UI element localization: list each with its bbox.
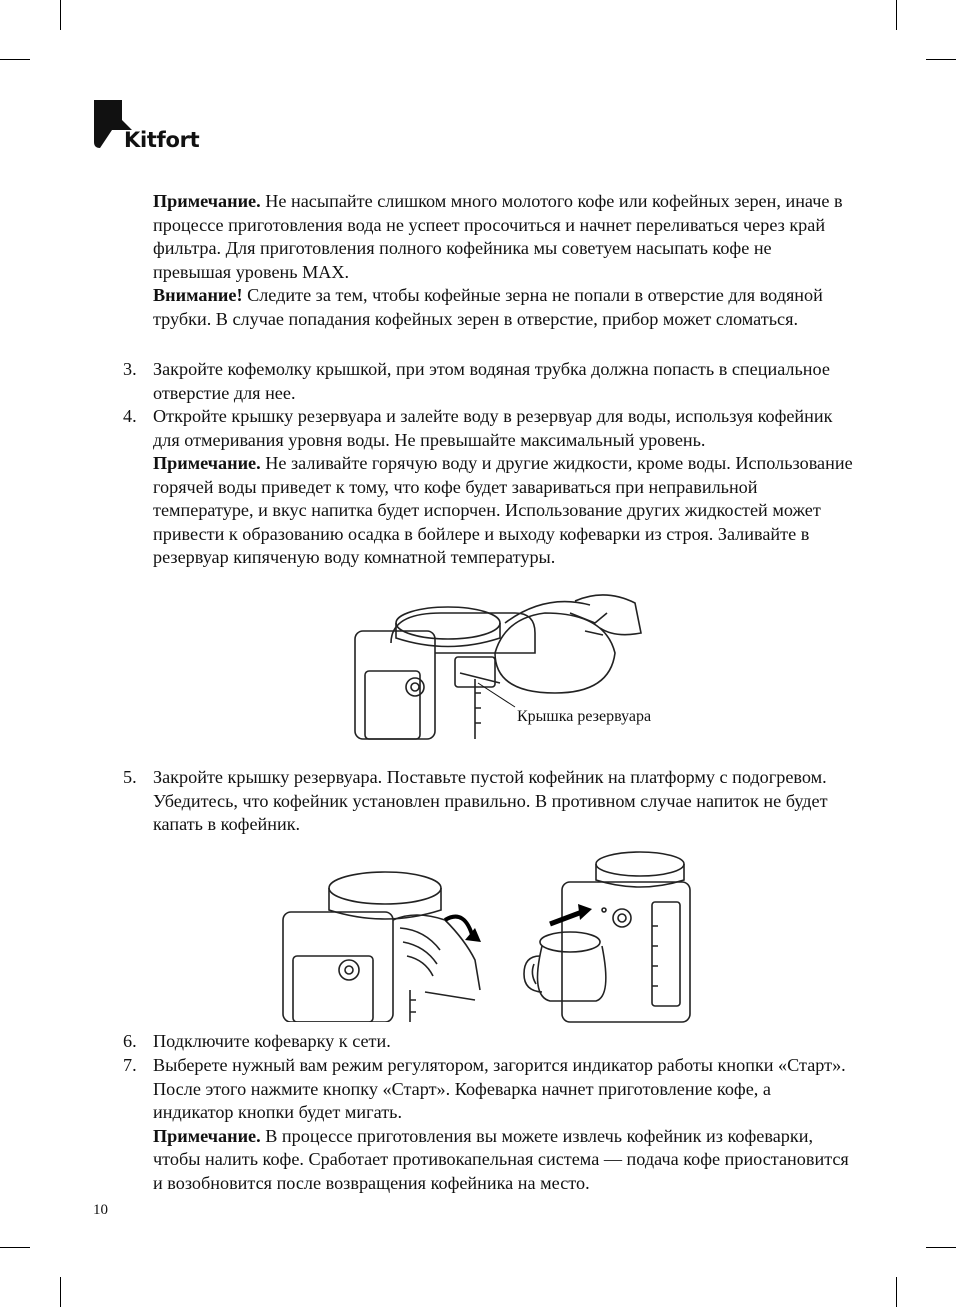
step-note (153, 452, 853, 570)
insert-carafe-illustration (520, 846, 695, 1026)
close-lid-illustration (275, 860, 495, 1022)
page-number: 10 (93, 1202, 108, 1218)
list-item (123, 358, 853, 405)
intro-notes (153, 190, 853, 331)
note-text: Не насыпайте слишком много молотого кофе или кофейных зерен, иначе в процессе приготовления вода не успеет просочиться и начнет переливаться через край фильтра. Для приготовления полного кофейника мы советуем насыпать кофе не превышая уровень MAX. (153, 191, 843, 282)
brand-name: Kitfort (124, 128, 200, 152)
warning-paragraph (153, 284, 853, 331)
list-item (123, 1030, 853, 1054)
crop-mark (896, 0, 897, 30)
crop-mark (896, 1277, 897, 1307)
warning-label: Внимание! (153, 285, 243, 305)
crop-mark (926, 1247, 956, 1248)
crop-mark (60, 1277, 61, 1307)
note-label: Примечание. (153, 453, 261, 473)
note-label: Примечание. (153, 1125, 261, 1146)
note-paragraph (153, 190, 853, 284)
step-text: Откройте крышку резервуара и залейте воду в резервуар для воды, используя кофейник для отмеривания уровня воды. Не превышайте максимальный уровень. (153, 406, 833, 450)
reservoir-lid-caption: Крышка резервуара (517, 708, 652, 725)
warning-text: Следите за тем, чтобы кофейные зерна не попали в отверстие для водяной трубки. В случае попадания кофейных зерен в отверстие, прибор может сломаться. (153, 285, 823, 329)
step-number: 3. (123, 359, 137, 379)
step-body (153, 405, 853, 570)
step-text: Подключите кофеварку к сети. (153, 1031, 391, 1051)
step-note (153, 1125, 853, 1196)
note-text: В процессе приготовления вы можете извлечь кофейник из кофеварки, чтобы налить кофе. Сработает противокапельная система — подача кофе приостановится и возобновится после возвращения кофейника на место. (153, 1125, 849, 1193)
crop-mark (60, 0, 61, 30)
note-text: Не заливайте горячую воду и другие жидкости, кроме воды. Использование горячей воды приведет к тому, что кофе будет завариваться при неправильной температуре, и вкус напитка будет испорчен. Использование других жидкостей может привести к образованию осадка в бойлере и выходу кофеварки из строя. Заливайте в резервуар кипяченую воду комнатной температуры. (153, 453, 853, 567)
note-label: Примечание. (153, 191, 261, 211)
step-text: Закройте крышку резервуара. Поставьте пустой кофейник на платформу с подогревом. Убедитесь, что кофейник установлен правильно. В противном случае напиток не будет капать в кофейник. (153, 767, 828, 834)
crop-mark (0, 59, 30, 60)
crop-mark (0, 1247, 30, 1248)
step-number: 4. (123, 406, 137, 426)
crop-mark (926, 59, 956, 60)
step-number: 6. (123, 1031, 137, 1051)
list-item (123, 766, 853, 837)
step-text: Выберете нужный вам режим регулятором, загорится индикатор работы кнопки «Старт». После этого нажмите кнопку «Старт». Кофеварка начнет приготовление кофе, а индикатор кнопки будет мигать. (153, 1055, 846, 1122)
step-number: 7. (123, 1055, 137, 1075)
step-text: Закройте кофемолку крышкой, при этом водяная трубка должна попасть в специальное отверстие для нее. (153, 359, 830, 403)
step-number: 5. (123, 767, 137, 787)
list-item (123, 405, 853, 570)
step-body (153, 1054, 853, 1195)
list-item (123, 1054, 853, 1195)
